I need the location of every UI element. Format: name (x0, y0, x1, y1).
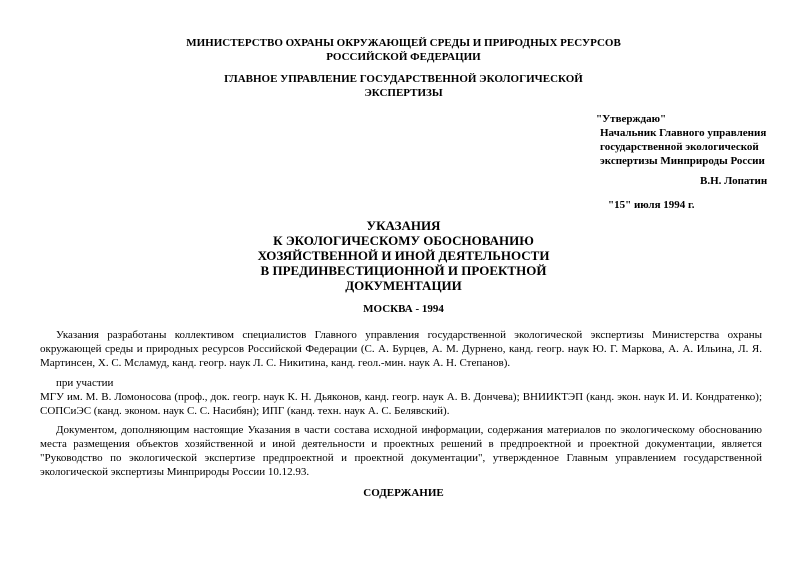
contents-heading: СОДЕРЖАНИЕ (363, 487, 444, 499)
paragraph-supplementary-document: Документом, дополняющим настоящие Указания в части состава исходной информации, содержания материалов по экологическому обоснованию места размещения объектов хозяйственной и иной деятельности и проектных решений в предпроектной и проектной документации, является "Руководство по экологической экспертизе предпроектной и проектной документации", утвержденное Главным управлением государственной экологической экспертизы Минприроды России 10.12.93. (40, 424, 762, 478)
paragraph-participants: МГУ им. М. В. Ломоносова (проф., док. геогр. наук К. Н. Дьяконов, канд. геогр. наук А. В. Дончева); ВНИИКТЭП (канд. экон. наук И. И. Кондратенко); СОПСиЭС (канд. эконом. наук С. С. Насибян); ИПГ (канд. техн. наук А. С. Белявский). (40, 391, 762, 417)
approval-approved: "Утверждаю" (596, 113, 667, 125)
city-year: МОСКВА - 1994 (363, 303, 444, 315)
ministry-heading (0, 36, 807, 64)
approval-position-line-2: государственной экологической (600, 141, 759, 153)
ministry-line-2: РОССИЙСКОЙ ФЕДЕРАЦИИ (326, 51, 481, 63)
approval-date: "15" июля 1994 г. (608, 199, 695, 211)
approval-signatory: В.Н. Лопатин (700, 175, 768, 187)
title-line-3: ХОЗЯЙСТВЕННОЙ И ИНОЙ ДЕЯТЕЛЬНОСТИ (257, 248, 550, 263)
ministry-line-1: МИНИСТЕРСТВО ОХРАНЫ ОКРУЖАЮЩЕЙ СРЕДЫ И ПРИРОДНЫХ РЕСУРСОВ (186, 37, 621, 49)
paragraph-authors: Указания разработаны коллективом специалистов Главного управления государственной экологической экспертизы Министерства охраны окружающей среды и природных ресурсов Российской Федерации (С. А. Бурцев, А. М. Дурнено, канд. геогр. наук Ю. Г. Маркова, А. А. Ильина, Л. Я. Мартинсен, Х. С. Мсламуд, канд. геогр. наук Л. С. Никитина, канд. геол.-мин. наук А. Н. Степанов). (40, 329, 762, 369)
paragraph-participation: при участии (56, 377, 114, 389)
title-line-2: К ЭКОЛОГИЧЕСКОМУ ОБОСНОВАНИЮ (273, 233, 534, 248)
approval-position-line-3: экспертизы Минприроды России (600, 155, 765, 167)
title-line-5: ДОКУМЕНТАЦИИ (345, 278, 462, 293)
approval-block (596, 112, 767, 212)
department-line-2: ЭКСПЕРТИЗЫ (364, 87, 443, 99)
title-line-4: В ПРЕДИНВЕСТИЦИОННОЙ И ПРОЕКТНОЙ (260, 263, 547, 278)
title-line-1: УКАЗАНИЯ (366, 218, 441, 233)
document-title (0, 218, 807, 293)
approval-position-line-1: Начальник Главного управления (600, 127, 767, 139)
department-line-1: ГЛАВНОЕ УПРАВЛЕНИЕ ГОСУДАРСТВЕННОЙ ЭКОЛОГИЧЕСКОЙ (224, 73, 583, 85)
department-heading (0, 72, 807, 100)
